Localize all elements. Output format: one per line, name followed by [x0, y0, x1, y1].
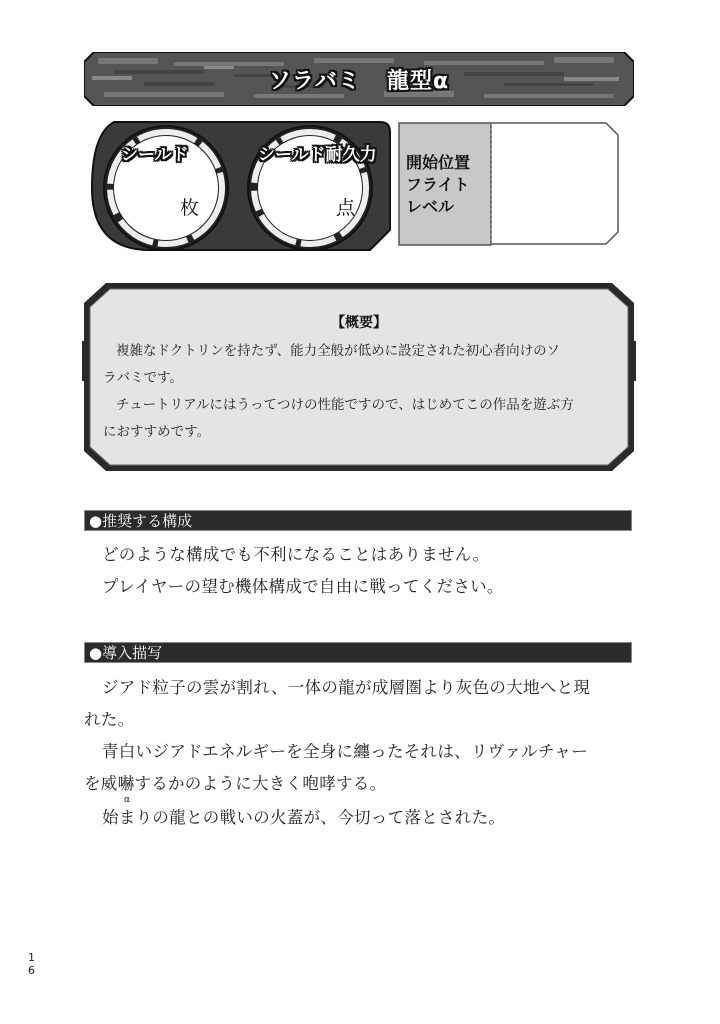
ruby-annotation: α	[124, 795, 130, 805]
shield-label: シールド	[121, 145, 189, 165]
overview-line: 複雑なドクトリンを持たず、能力全般が低めに設定された初心者向けのソ	[116, 343, 560, 359]
flight-label-line: レベル	[406, 197, 455, 216]
intro-line: 始まりの龍との戦いの火蓋が、今切って落とされた。	[102, 808, 506, 827]
overview-line: ラバミです。	[103, 370, 183, 386]
overview-heading: 【概要】	[331, 315, 387, 331]
flight-label-line: フライト	[406, 175, 470, 194]
durability-label: シールド耐久力	[258, 145, 377, 165]
section-title-intro: ●導入描写	[89, 644, 163, 662]
overview-line: チュートリアルにはうってつけの性能ですので、はじめてこの作品を遊ぶ方	[116, 397, 574, 413]
recommended-line: どのような構成でも不利になることはありません。	[102, 545, 490, 564]
section-title-recommended: ●推奨する構成	[89, 512, 193, 530]
shield-unit: 枚	[180, 197, 200, 219]
title-name: ソラバミ	[268, 68, 361, 94]
flight-level-labels	[406, 152, 470, 218]
page-number-digit: 1	[28, 951, 35, 964]
page-title	[84, 52, 634, 106]
title-type: 龍型α	[386, 68, 450, 94]
flight-label-line: 開始位置	[406, 153, 471, 172]
intro-line: 青白いジアドエネルギーを全身に纏ったそれは、リヴァルチャー	[102, 742, 588, 761]
section-bar-recommended	[84, 510, 632, 531]
recommended-line: プレイヤーの望む機体構成で自由に戦ってください。	[102, 577, 504, 596]
intro-line: ジアド粒子の雲が割れ、一体の龍が成層圏より灰色の大地へと現	[102, 678, 591, 697]
section-bar-intro	[84, 642, 632, 663]
durability-unit: 点	[336, 197, 356, 219]
overview-line: におすすめです。	[103, 424, 211, 440]
intro-line: れた。	[84, 710, 135, 729]
page-number-digit: 6	[28, 964, 35, 977]
intro-line: を威嚇するかのように大きく咆哮する。	[84, 774, 387, 793]
page-number	[28, 951, 35, 977]
